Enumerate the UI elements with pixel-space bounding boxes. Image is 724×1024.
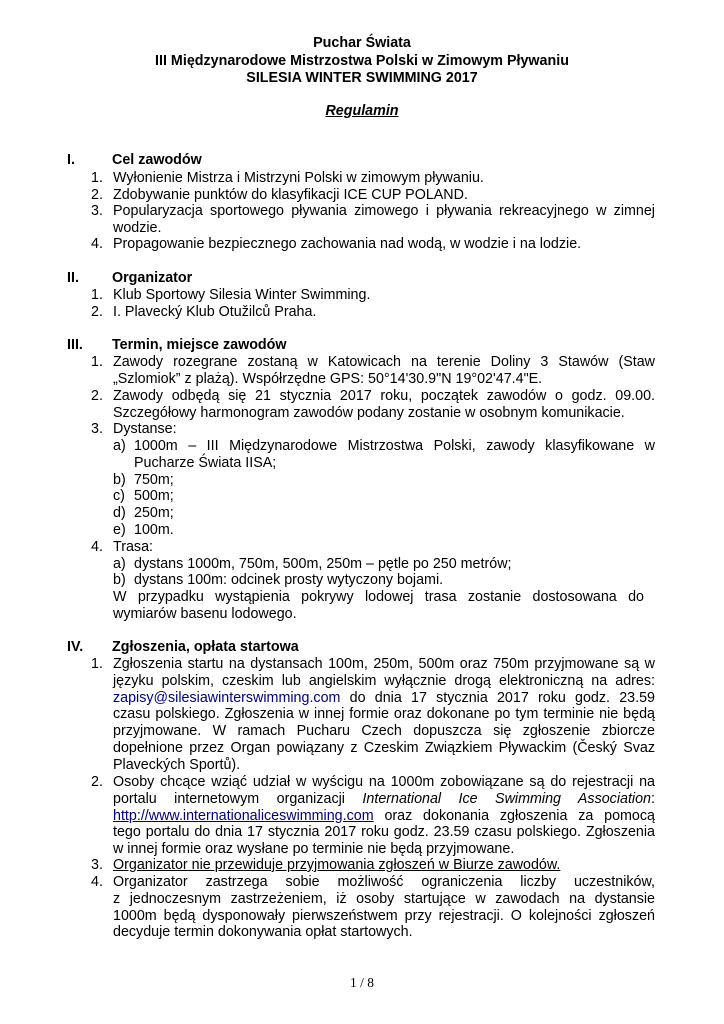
list-item-line: dopełnione przez Organ powiązany z Czeskim Związkiem Pływackim (Český Svaz [113, 739, 655, 756]
sublist-item-letter: c) [113, 488, 125, 504]
list-item-line: tego portalu do dnia 17 stycznia 2017 roku godz. 23.59 czasu polskiego. Zgłoszenia [113, 824, 655, 841]
list-item-line: decyduje termin dokonywania opłat startowych. [113, 924, 413, 941]
iisa-website-link[interactable]: http://www.internationaliceswimming.com [113, 807, 374, 824]
sublist-item-text: 500m; [134, 488, 174, 504]
sublist-item-text: 250m; [134, 505, 174, 521]
list-item-text: Zdobywanie punktów do klasyfikacji ICE CUP POLAND. [113, 187, 468, 203]
list-item-line: z jednoczesnym zastrzeżeniem, iż osoby startujące w zawodach na dystansie [113, 890, 655, 907]
section-1-title: Cel zawodów [112, 152, 202, 168]
list-item-number: 2. [91, 388, 103, 404]
list-item-number: 2. [91, 304, 103, 320]
sublist-item-text [134, 438, 655, 472]
list-item-line [113, 690, 655, 707]
list-item-line: Szczegółowy harmonogram zawodów podany zostanie w osobnym komunikacie. [113, 404, 625, 421]
list-item-line: Plaveckých Sportů). [113, 756, 241, 773]
regulamin-heading: Regulamin [325, 103, 399, 119]
section-2-title: Organizator [112, 270, 193, 286]
list-item-line: Popularyzacja sportowego pływania zimowego i pływania rekreacyjnego w zimnej [113, 203, 655, 219]
list-item-line [113, 808, 655, 825]
title-line-2: III Międzynarodowe Mistrzostwa Polski w Zimowym Pływaniu [155, 53, 569, 69]
list-item-line: „Szlomiok” z plażą). Współrzędne GPS: 50°14'30.9"N 19°02'47.4"E. [113, 370, 543, 387]
list-item-number: 1. [91, 170, 103, 186]
sublist-item-text: 100m. [134, 522, 174, 538]
text-fragment: oraz dokonania zgłoszenia za pomocą [384, 807, 655, 824]
list-item-text [113, 388, 655, 422]
sublist-item-text: dystans 100m: odcinek prosty wytyczony bojami. [134, 572, 444, 588]
sublist-item-line: 1000m – III Międzynarodowe Mistrzostwa Polski, zawody klasyfikowane w [134, 438, 655, 454]
list-item-text: Klub Sportowy Silesia Winter Swimming. [113, 287, 371, 303]
section-3-title: Termin, miejsce zawodów [112, 337, 287, 353]
list-item-line: czasu polskiego. Zgłoszenia w innej formie oraz dokonane po tym terminie nie będą [113, 706, 655, 723]
list-item-line: Zawody odbędą się 21 stycznia 2017 roku, początek zawodów o godz. 09.00. [113, 388, 655, 404]
list-item-number: 2. [91, 187, 103, 203]
section-4-title: Zgłoszenia, opłata startowa [112, 639, 299, 655]
email-link[interactable]: zapisy@silesiawinterswimming.com [113, 689, 341, 706]
text-fragment: do dnia 17 stycznia 2017 roku godz. 23.59 [349, 689, 655, 706]
list-item-number: 3. [91, 203, 103, 219]
list-item-text [113, 656, 655, 774]
list-item-line: Organizator zastrzega sobie możliwość ograniczenia liczby uczestników, [113, 874, 655, 890]
route-note [113, 589, 644, 623]
page-number: 1 / 8 [349, 975, 374, 990]
list-item-text: Trasa: [113, 539, 153, 555]
text-fragment: : [651, 790, 655, 807]
section-3-number: III. [67, 337, 83, 353]
section-2-number: II. [67, 270, 79, 286]
list-item-line: wodzie. [113, 219, 162, 236]
list-item-line: przyjmowane. W ramach Pucharu Czech dopuszcza się zgłoszenie zbiorcze [113, 723, 655, 740]
list-item-line: języku polskim, czeskim lub angielskim wyłącznie drogą elektroniczną na adres: [113, 672, 655, 689]
list-item-number: 1. [91, 287, 103, 303]
sublist-item-text: dystans 1000m, 750m, 500m, 250m – pętle po 250 metrów; [134, 556, 512, 572]
sublist-item-letter: b) [113, 472, 126, 488]
sublist-item-letter: b) [113, 572, 126, 588]
list-item-line: 1000m będą dysponowały pierwszeństwem przy rejestracji. O kolejności zgłoszeń [113, 907, 655, 924]
list-item-line: Zgłoszenia startu na dystansach 100m, 250m, 500m oraz 750m przyjmowane są w [113, 656, 655, 672]
title-line-1: Puchar Świata [313, 35, 411, 51]
list-item-line: Osoby chcące wziąć udział w wyścigu na 1000m zobowiązane są do rejestracji na [113, 774, 655, 790]
list-item-line: Zawody rozegrane zostaną w Katowicach na terenie Doliny 3 Stawów (Staw [113, 354, 655, 370]
note-line: wymiarów basenu lodowego. [113, 605, 297, 622]
title-line-3: SILESIA WINTER SWIMMING 2017 [246, 70, 478, 86]
sublist-item-line: Pucharze Świata IISA; [134, 454, 277, 471]
list-item-number: 2. [91, 774, 103, 790]
list-item-text [113, 354, 655, 388]
organization-name: International Ice Swimming Association [362, 790, 652, 807]
sublist-item-text: 750m; [134, 472, 174, 488]
note-line: W przypadku wystąpienia pokrywy lodowej trasa zostanie dostosowana do [113, 589, 644, 605]
list-item-number: 3. [91, 857, 103, 873]
list-item-line [113, 791, 655, 808]
list-item-text: Propagowanie bezpiecznego zachowania nad wodą, w wodzie i na lodzie. [113, 236, 582, 252]
list-item-number: 4. [91, 539, 103, 555]
sublist-item-letter: a) [113, 438, 126, 454]
sublist-item-letter: d) [113, 505, 126, 521]
list-item-text: Organizator nie przewiduje przyjmowania zgłoszeń w Biurze zawodów. [113, 857, 561, 873]
list-item-number: 4. [91, 236, 103, 252]
list-item-text [113, 774, 655, 858]
list-item-text: I. Plavecký Klub Otužilců Praha. [113, 304, 317, 320]
list-item-number: 1. [91, 656, 103, 672]
list-item-number: 1. [91, 354, 103, 370]
sublist-item-letter: e) [113, 522, 126, 538]
list-item-line: w innej formie oraz wysłane po terminie nie będą przyjmowane. [113, 841, 515, 858]
list-item-number: 4. [91, 874, 103, 890]
list-item-text [113, 874, 655, 941]
list-item-number: 3. [91, 421, 103, 437]
list-item-text: Dystanse: [113, 421, 177, 437]
list-item-text: Wyłonienie Mistrza i Mistrzyni Polski w zimowym pływaniu. [113, 170, 484, 186]
text-fragment: portalu internetowym organizacji [113, 790, 345, 807]
sublist-item-letter: a) [113, 556, 126, 572]
section-1-number: I. [67, 152, 75, 168]
section-4-number: IV. [67, 639, 84, 655]
list-item-text [113, 203, 655, 237]
